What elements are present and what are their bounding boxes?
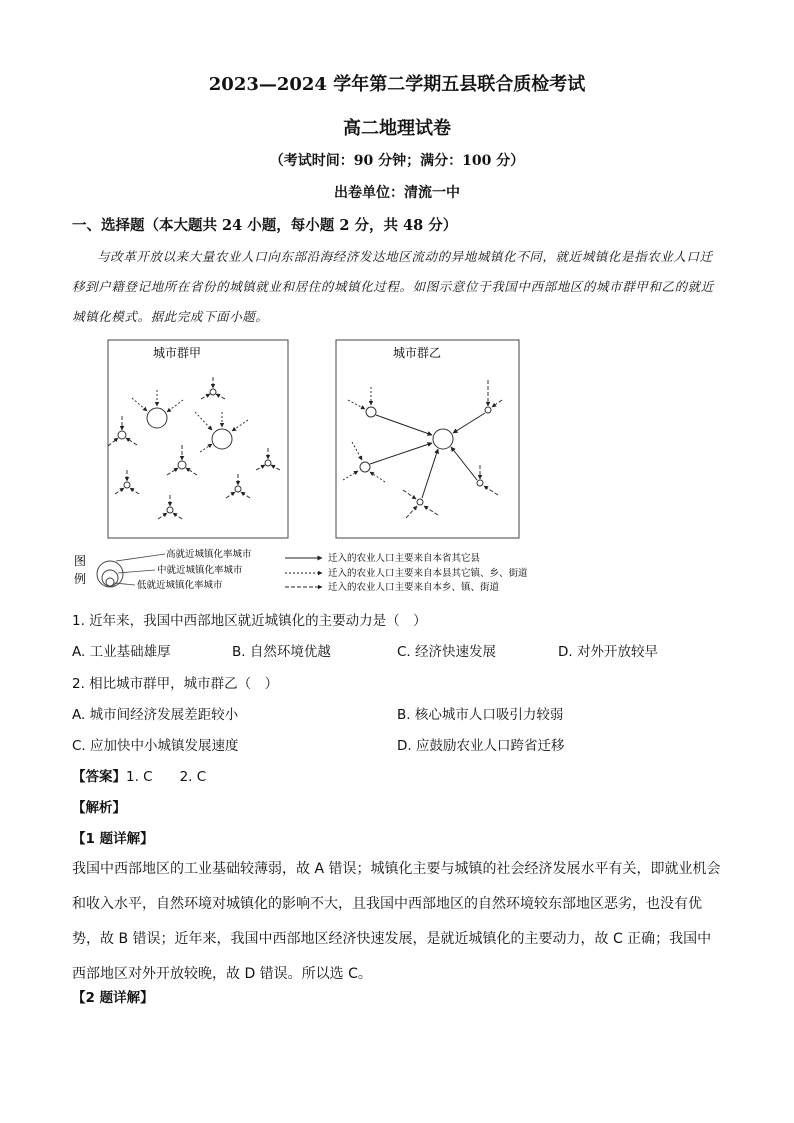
issuer: 出卷单位：清流一中 xyxy=(334,185,460,201)
answer-label: 【答案】 xyxy=(72,769,126,785)
mid-city xyxy=(118,431,126,439)
question-2-stem: 2. 相比城市群甲，城市群乙（ ） xyxy=(72,676,279,692)
question-2-option-a: A. 城市间经济发展差距较小 xyxy=(72,707,239,723)
answer-text: 1. C 2. C xyxy=(126,769,207,785)
high-city xyxy=(433,429,453,449)
panel-b-label: 城市群乙 xyxy=(393,346,442,360)
mid-city xyxy=(360,462,370,472)
low-city xyxy=(210,389,216,395)
section-heading: 一、选择题（本大题共 24 小题，每小题 2 分，共 48 分） xyxy=(72,217,458,234)
legend-low-label: 低就近城镇化率城市 xyxy=(137,580,223,591)
urbanization-figure xyxy=(60,332,560,594)
analysis-label: 【解析】 xyxy=(72,800,126,816)
question-1-option-d: D. 对外开放较早 xyxy=(558,644,658,660)
low-city xyxy=(124,482,130,488)
question-1-stem: 1. 近年来，我国中西部地区就近城镇化的主要动力是（ ） xyxy=(72,613,427,629)
question-1-option-b: B. 自然环境优越 xyxy=(232,644,331,660)
low-city xyxy=(477,480,483,486)
low-city xyxy=(167,507,173,513)
panel-a-frame xyxy=(108,340,288,538)
intro-paragraph: 与改革开放以来大量农业人口向东部沿海经济发达地区流动的异地城镇化不同，就近城镇化是指农业人口迁移到户籍登记地所在省份的城镇就业和居住的城镇化过程。如图示意位于我国中西部地区的城市群甲和乙的就近城镇化模式。据此完成下面小题。 xyxy=(72,249,714,324)
subject-title: 高二地理试卷 xyxy=(343,118,451,139)
panel-a-label: 城市群甲 xyxy=(153,346,202,360)
detail-1-text: 我国中西部地区的工业基础较薄弱，故 A 错误；城镇化主要与城镇的社会经济发展水平有关，即就业机会和收入水平，自然环境对城镇化的影响不大，且我国中西部地区的自然环境较东部地区恶劣，也没有优势，故 B 错误；近年来，我国中西部地区经济快速发展，是就近城镇化的主要动力，故 C 正确；我国中西部地区对外开放较晚，故 D 错误。所以选 C。 xyxy=(72,861,721,982)
low-city xyxy=(235,486,241,492)
exam-info: （考试时间：90 分钟；满分：100 分） xyxy=(269,153,525,169)
high-city xyxy=(147,408,167,428)
question-1-option-a: A. 工业基础雄厚 xyxy=(72,644,171,660)
legend-title: 图 xyxy=(74,554,87,568)
mid-city xyxy=(178,461,186,469)
question-2-option-b: B. 核心城市人口吸引力较弱 xyxy=(397,707,564,723)
low-city xyxy=(417,499,423,505)
question-2-option-d: D. 应鼓励农业人口跨省迁移 xyxy=(397,738,565,754)
high-city xyxy=(212,429,232,449)
figure-legend xyxy=(74,548,528,593)
legend-high-label: 高就近城镇化率城市 xyxy=(166,549,252,560)
legend-dotted-label: 迁入的农业人口主要来自本县其它镇、乡、街道 xyxy=(328,568,528,579)
low-city xyxy=(485,407,491,413)
legend-solid-label: 迁入的农业人口主要来自本省其它县 xyxy=(328,553,481,564)
question-2-option-c: C. 应加快中小城镇发展速度 xyxy=(72,738,239,754)
legend-low-circle xyxy=(106,578,114,586)
low-city xyxy=(265,460,271,466)
question-1-option-c: C. 经济快速发展 xyxy=(397,644,497,660)
mid-city xyxy=(366,407,376,417)
legend-title: 例 xyxy=(74,572,87,586)
legend-mid-label: 中就近城镇化率城市 xyxy=(157,565,243,576)
legend-dashed-label: 迁入的农业人口主要来自本乡、镇、街道 xyxy=(328,582,500,593)
detail-1-label: 【1 题详解】 xyxy=(72,831,154,847)
detail-2-label: 【2 题详解】 xyxy=(72,990,154,1006)
exam-title: 2023—2024 学年第二学期五县联合质检考试 xyxy=(208,74,586,95)
answer-line xyxy=(72,765,206,785)
